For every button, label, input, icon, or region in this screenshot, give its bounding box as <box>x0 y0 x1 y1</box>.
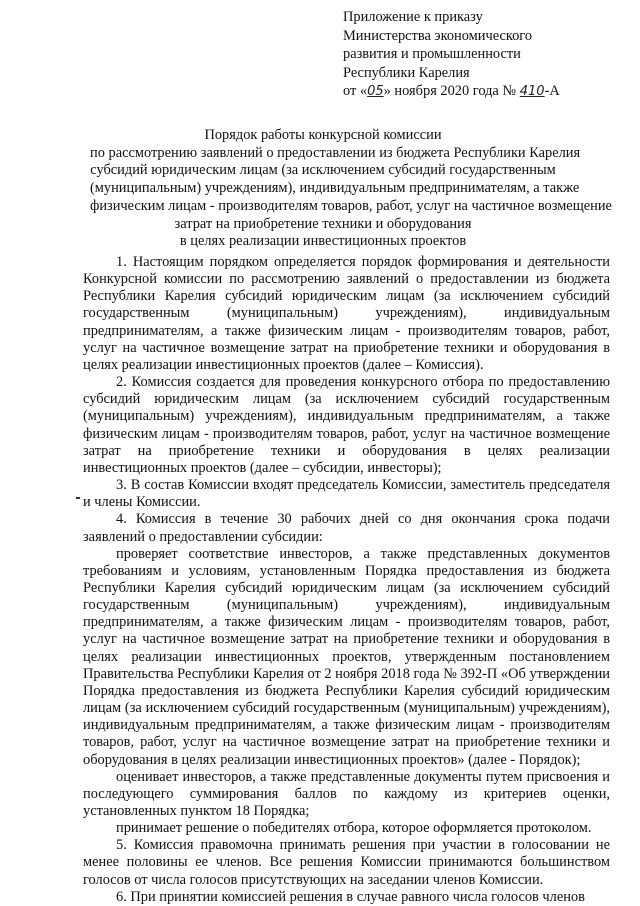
title-line: по рассмотрению заявлений о предоставлении из бюджета Республики Карелия <box>90 144 581 161</box>
title-line: затрат на приобретение техники и оборудования <box>174 215 472 232</box>
paragraph-1: 1. Настоящим порядком определяется порядок формирования и деятельности Конкурсной комиссии по рассмотрению заявлений о предоставлении из бюджета Республики Карелия субсидий юридическим лицам (за исключением субсидий государственным (муниципальным) учреждениям), индивидуальным предпринимателям, а также физическим лицам - производителям товаров, работ, услуг на частичное возмещение затрат на приобретение техники и оборудования в целях реализации инвестиционных проектов (далее – Комиссия). <box>83 254 610 373</box>
date-middle: » ноября 2020 года № <box>383 83 517 100</box>
number-suffix: -А <box>544 83 560 100</box>
appendix-line: Приложение к приказу <box>343 9 483 25</box>
title-line: физическим лицам - производителям товаров, работ, услуг на частичное возмещение <box>90 197 612 214</box>
paragraph-3: 3. В состав Комиссии входят председатель Комиссии, заместитель председателя и члены Комиссии. <box>83 477 610 511</box>
handwritten-day: 05 <box>367 84 384 100</box>
paragraph-4a: проверяет соответствие инвесторов, а также представленных документов требованиям и условиям, установленным Порядка предоставления из бюджета Республики Карелия субсидий юридическим лицам (за исключением субсидий государственным (муниципальным) учреждениям), индивидуальным предпринимателям, а также физическим лицам - производителям товаров, работ, услуг на частичное возмещение затрат на приобретение техники и оборудования в целях реализации инвестиционных проектов, утвержденным постановлением Правительства Республики Карелия от 2 ноября 2018 года № 392-П «Об утверждении Порядка предоставления из бюджета Республики Карелия субсидий юридическим лицам (за исключением субсидий государственным (муниципальным) учреждениям), индивидуальным предпринимателям, а также физическим лицам - производителям товаров, работ, услуг на частичное возмещение затрат на приобретение техники и оборудования в целях реализации инвестиционных проектов» (далее - Порядок); <box>83 545 610 768</box>
title-line: субсидий юридическим лицам (за исключением субсидий государственным <box>90 162 556 179</box>
scan-mark <box>76 497 80 499</box>
appendix-line: Республики Карелия <box>343 64 470 81</box>
paragraph-4b: оценивает инвесторов, а также представленные документы путем присвоения и последующего суммирования баллов по каждому из критериев оценки, установленных пунктом 18 Порядка; <box>83 768 610 819</box>
document-title <box>90 127 612 251</box>
title-line: в целях реализации инвестиционных проектов <box>179 233 467 250</box>
paragraph-4c: принимает решение о победителях отбора, которое оформляется протоколом. <box>116 820 592 837</box>
appendix-line: развития и промышленности <box>343 46 521 63</box>
handwritten-number: 410 <box>519 84 545 100</box>
paragraph-5: 5. Комиссия правомочна принимать решения при участии в голосовании не менее половины ее членов. Все решения Комиссии принимаются большинством голосов от числа голосов присутствующих на заседании членов Комиссии. <box>83 837 610 888</box>
paragraph-6: 6. При принятии комиссией решения в случае равного числа голосов членов <box>116 888 585 905</box>
appendix-date-line <box>343 82 560 102</box>
paragraph-2: 2. Комиссия создается для проведения конкурсного отбора по предоставлению субсидий юридическим лицам (за исключением субсидий государственным (муниципальным) учреждениям), индивидуальным предпринимателям, а также физическим лицам - производителям товаров, работ, услуг на частичное возмещение затрат на приобретение техники и оборудования в целях реализации инвестиционных проектов (далее – субсидии, инвесторы); <box>83 374 610 476</box>
date-prefix: от « <box>343 83 368 100</box>
appendix-line: Министерства экономического <box>343 27 533 44</box>
title-line: (муниципальным) учреждениям), индивидуальным предпринимателям, а также <box>90 180 580 197</box>
appendix-header <box>343 8 560 102</box>
paragraph-4: 4. Комиссия в течение 30 рабочих дней со дня окончания срока подачи заявлений о предоставлении субсидии: <box>83 511 610 545</box>
title-line: Порядок работы конкурсной комиссии <box>204 127 442 143</box>
document-body <box>83 254 610 906</box>
